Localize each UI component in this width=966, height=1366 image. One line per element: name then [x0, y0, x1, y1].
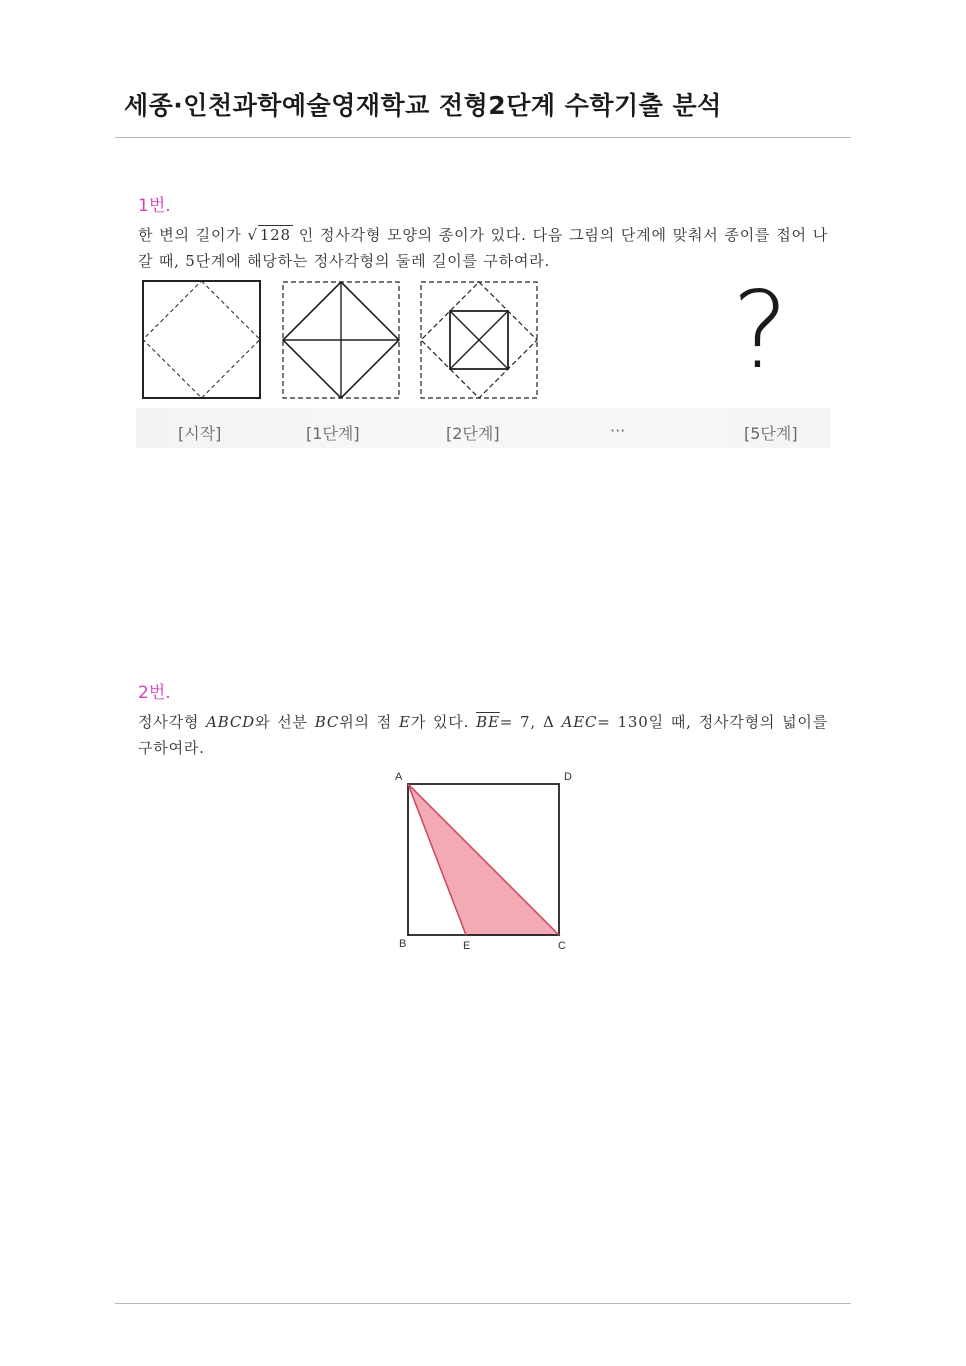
step-start-figure: [143, 281, 260, 398]
q2-text-b: 와 선분: [254, 713, 315, 731]
footer-divider: [115, 1303, 851, 1304]
q2-text-c: 위의 점: [339, 713, 399, 731]
square-abcd-figure: [390, 766, 590, 956]
square-name: ABCD: [206, 713, 255, 731]
page-title: 세종·인천과학예술영재학교 전형2단계 수학기출 분석: [124, 91, 722, 120]
q1-text-a: 한 변의 길이가: [138, 226, 248, 244]
point-label-e: E: [463, 940, 471, 952]
sqrt-expression: √ 128: [247, 226, 291, 244]
point-label-b: B: [399, 938, 407, 950]
question-2-text: [138, 709, 828, 761]
question-1-label: 1번.: [138, 196, 171, 216]
triangle-area-value: = 130: [597, 713, 649, 731]
point-name: E: [399, 713, 411, 731]
sqrt-radicand: 128: [259, 226, 291, 244]
step-2-figure: [421, 282, 537, 398]
segment-name: BC: [314, 713, 340, 731]
caption-start: [시작]: [178, 424, 222, 443]
caption-ellipsis: ···: [610, 421, 626, 440]
caption-step-2: [2단계]: [446, 424, 500, 443]
be-value: = 7: [499, 713, 531, 731]
step-1-figure: [283, 282, 399, 398]
question-2-label: 2번.: [138, 683, 171, 703]
point-label-c: C: [558, 940, 566, 952]
header-divider: [115, 137, 851, 138]
q2-text-e: , Δ: [530, 713, 562, 731]
caption-step-5: [5단계]: [744, 424, 798, 443]
point-label-d: D: [564, 771, 572, 783]
question-1-text: [138, 222, 828, 274]
q1-text-b: 인 정사각형 모양의 종이가 있다. 다음 그림의 단계에 맞춰서 종이를 접어 나갈 때, 5단계에 해당하는 정사각형의 둘레 길이를 구하여라.: [138, 226, 828, 270]
be-segment: $\overline{BE}$: [476, 713, 500, 731]
caption-step-1: [1단계]: [306, 424, 360, 443]
q2-text-a: 정사각형: [138, 713, 207, 731]
q2-text-d: 가 있다.: [410, 713, 477, 731]
q2-text-f: 일 때, 정사각형의 넓이를 구하여라.: [138, 713, 828, 757]
triangle-name: AEC: [561, 713, 598, 731]
point-label-a: A: [395, 771, 403, 783]
unknown-step-question-mark: ?: [732, 269, 789, 392]
